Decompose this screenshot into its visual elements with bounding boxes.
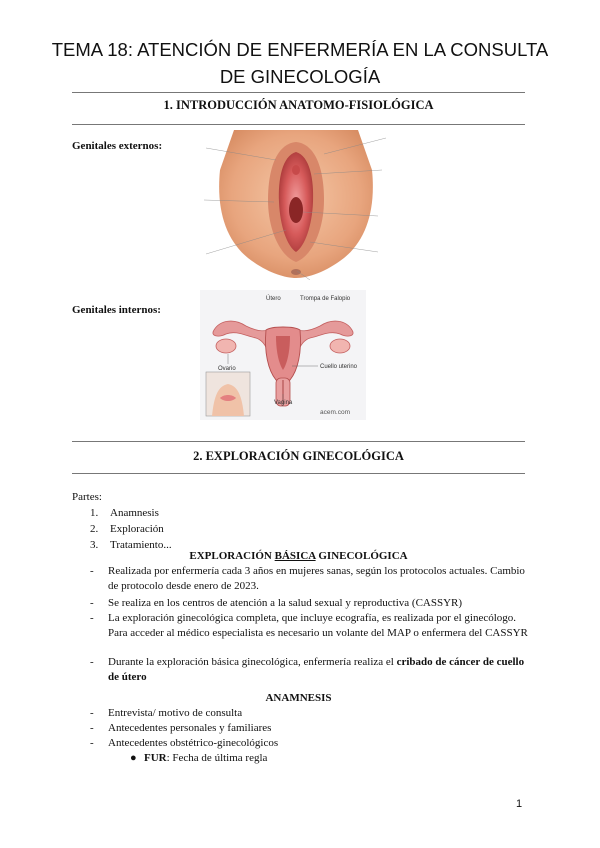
- label-vagina: Vagina: [274, 400, 293, 406]
- figure-credit: acem.com: [320, 409, 350, 416]
- label-external-genitals: Genitales externos:: [72, 140, 163, 152]
- list-item: ● FUR: Fecha de última regla: [130, 752, 268, 764]
- list-item: - Realizada por enfermería cada 3 años en mujeres sanas, según los protocolos actuales. Cambio de protocolo desde enero de 2023.: [90, 565, 525, 592]
- label-cuello: Cuello uterino: [320, 364, 358, 370]
- divider: [72, 124, 525, 125]
- list-item: - Antecedentes obstétrico-ginecológicos: [90, 737, 279, 749]
- section1-heading: 1. INTRODUCCIÓN ANATOMO-FISIOLÓGICA: [163, 98, 434, 112]
- page-title-line2: DE GINECOLOGÍA: [219, 66, 381, 87]
- internal-genitals-illustration: [200, 290, 366, 420]
- anamnesis-heading: ANAMNESIS: [265, 692, 332, 704]
- list-item: - Antecedentes personales y familiares: [90, 722, 272, 734]
- section2-heading: 2. EXPLORACIÓN GINECOLÓGICA: [193, 449, 404, 463]
- divider: [72, 473, 525, 474]
- parts-list: [90, 505, 172, 553]
- list-item: 1. Anamnesis: [90, 507, 159, 519]
- list-item: 2. Exploración: [90, 523, 164, 535]
- list-item: - La exploración ginecológica completa, que incluye ecografía, es realizada por el ginecólogo. Para acceder al médico especialista es necesario un volante del MAP o enfermera del CASSYR: [90, 612, 528, 639]
- divider: [72, 92, 525, 93]
- label-utero: Útero: [266, 296, 281, 302]
- page-title-line1: TEMA 18: ATENCIÓN DE ENFERMERÍA EN LA CONSULTA: [51, 39, 549, 60]
- label-internal-genitals: Genitales internos:: [72, 304, 161, 316]
- label-ovario: Ovario: [218, 366, 236, 372]
- page-title: [40, 36, 560, 90]
- list-item: - Se realiza en los centros de atención a la salud sexual y reproductiva (CASSYR): [90, 597, 463, 609]
- label-trompa: Trompa de Falopio: [300, 296, 351, 302]
- page-number: 1: [516, 798, 523, 810]
- parts-label: Partes:: [72, 491, 102, 503]
- list-item: - Entrevista/ motivo de consulta: [90, 707, 243, 719]
- bullet-dot-icon: ●: [130, 752, 137, 764]
- subheading-exploracion-basica: EXPLORACIÓN BÁSICA GINECOLÓGICA: [189, 550, 408, 562]
- external-genitals-illustration: [176, 130, 416, 280]
- list-item: 3. Tratamiento...: [90, 539, 172, 551]
- list-item: - Durante la exploración básica ginecológica, enfermería realiza el cribado de cáncer de cuello de útero: [90, 656, 525, 683]
- divider: [72, 441, 525, 442]
